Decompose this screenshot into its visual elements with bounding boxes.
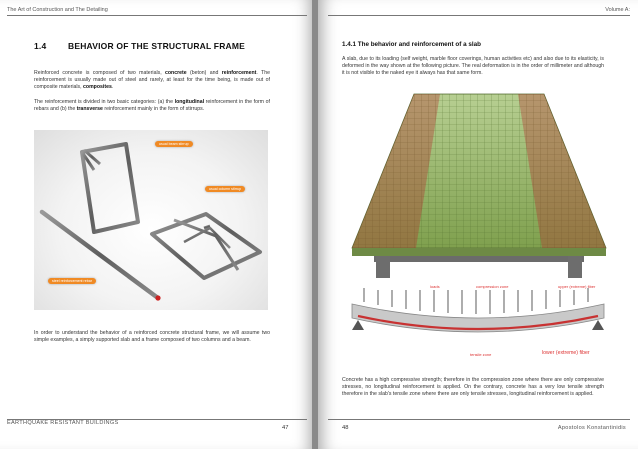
text-run: Reinforced concrete is composed of two materials, (34, 70, 165, 76)
bold-term: reinforcement (221, 70, 257, 76)
categories-paragraph (34, 99, 270, 113)
text-run: . The reinforcement is usually made out of steel and rarely, at least for the time being, is made out of composite materials, (34, 70, 270, 90)
column-stirrup-shape (152, 214, 260, 278)
bending-diagram (338, 278, 618, 368)
footer-rule (328, 419, 630, 420)
text-run: reinforcement mainly in the form of stirrups. (102, 105, 205, 112)
load-arrows (364, 288, 588, 314)
intro-paragraph (34, 70, 270, 90)
footer-left: EARTHQUAKE RESISTANT BUILDINGS (7, 420, 119, 426)
label-compression-zone: compression zone (476, 284, 509, 289)
examples-paragraph: In order to understand the behavior of a reinforced concrete structural frame, we will assume two simple examples, a simply supported slab and a frame composed of two columns and a beam. (34, 330, 270, 343)
section-title: BEHAVIOR OF THE STRUCTURAL FRAME (68, 41, 246, 51)
label-column-stirrup: usual column stirrup (205, 186, 245, 192)
reinforcement-figure (34, 130, 268, 310)
header-rule (7, 15, 307, 16)
footer-right: Apostolos Konstantinidis (557, 425, 626, 431)
bold-term: transverse (76, 105, 103, 112)
label-loads: loads (430, 284, 440, 289)
text-run: reinforcement in the form of rebars and (b) the (34, 99, 270, 112)
running-head-right: Volume A: (605, 7, 630, 13)
bold-term: composites (83, 83, 112, 90)
section-number: 1.4 (34, 41, 47, 51)
beam-stirrup-shape (82, 144, 138, 232)
bold-term: longitudinal (174, 99, 205, 105)
long-rebar-shape (42, 212, 161, 301)
label-lower-fiber: lower (extreme) fiber (542, 350, 590, 356)
subsection-title: 1.4.1 The behavior and reinforcement of a slab (342, 41, 481, 48)
text-run: . (111, 83, 114, 90)
label-rebar: steel reinforcement rebar (48, 278, 96, 284)
strength-paragraph: Concrete has a high compressive strength; therefore in the compression zone where there are only compressive stresses, no longitudinal reinforcement is applied. On the contrary, concrete has a very low tensile strength therefore in the slab's tensile zone where there are only tensile stresses, longitudinal reinforcement is applied. (342, 377, 604, 397)
page-number-right: 48 (342, 425, 349, 431)
page-number-left: 47 (282, 425, 289, 431)
right-page (318, 0, 638, 449)
bold-term: concrete (165, 70, 187, 76)
section-heading (34, 41, 245, 51)
label-upper-fiber: upper (extreme) fiber (558, 284, 596, 289)
text-run: (beton) and (186, 70, 222, 76)
label-beam-stirrup: usual beam stirrup (155, 141, 193, 147)
slab-rendering (344, 88, 614, 278)
running-head-left: The Art of Construction and The Detailing (7, 7, 108, 13)
left-page (0, 0, 314, 449)
slab-3d-illustration (344, 88, 614, 278)
header-rule (328, 15, 630, 16)
text-run: The reinforcement is divided in two basic categories: (a) the (34, 99, 175, 105)
slab-paragraph: A slab, due to its loading (self weight, marble floor coverings, human activities etc) and also due to its elasticity, is deformed in the way shown at the following picture. The real deformation is in the order of millimeter and although it is not visible to the naked eye it always has that same form. (342, 56, 604, 76)
label-tensile-zone: tensile zone (470, 352, 492, 357)
